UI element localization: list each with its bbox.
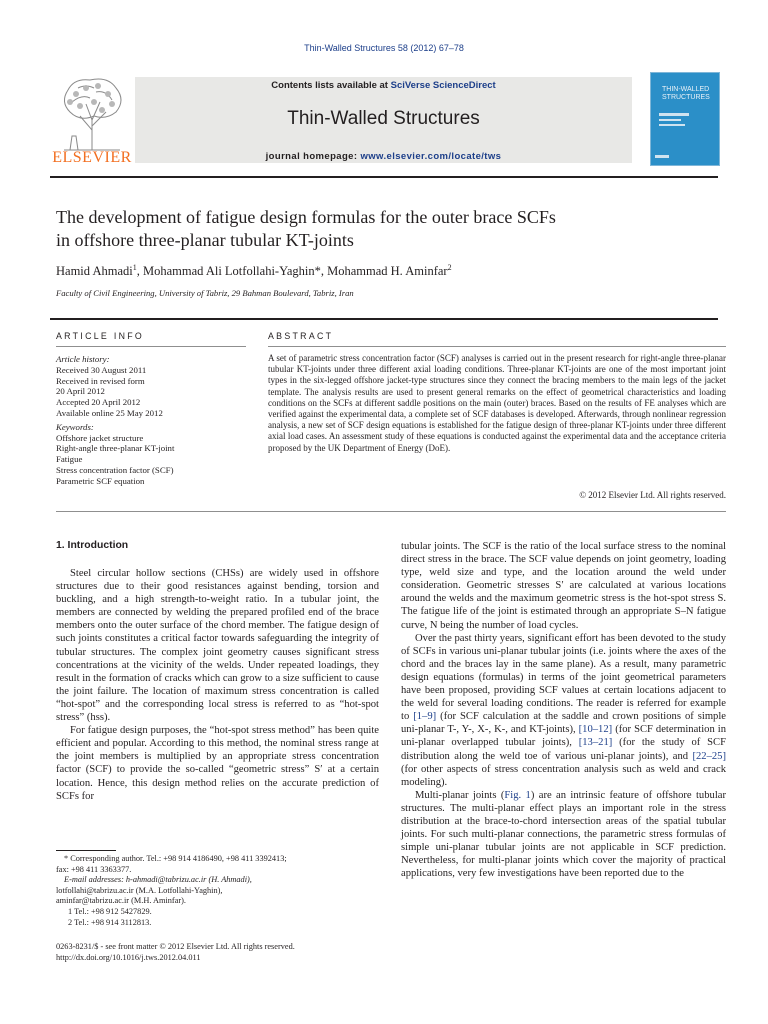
abstract-copyright: © 2012 Elsevier Ltd. All rights reserved.: [579, 490, 726, 500]
issn-line: 0263-8231/$ - see front matter © 2012 Elsevier Ltd. All rights reserved.: [56, 942, 295, 951]
footnote-line: 1 Tel.: +98 912 5427829.: [68, 906, 152, 916]
doi-link[interactable]: http://dx.doi.org/10.1016/j.tws.2012.04.011: [56, 953, 201, 962]
cover-title: THIN-WALLED STRUCTURES: [662, 86, 710, 101]
keyword-item: Right-angle three-planar KT-joint: [56, 443, 175, 454]
publication-info: [56, 941, 456, 963]
keyword-item: Parametric SCF equation: [56, 475, 145, 486]
homepage-line: [135, 151, 632, 162]
author-footnote-mark[interactable]: *: [314, 264, 321, 278]
author-list: [56, 263, 696, 279]
footnote-line[interactable]: lotfollahi@tabrizu.ac.ir (M.A. Lotfollahi-Yaghin),: [56, 885, 223, 895]
author-footnote-mark[interactable]: 1: [132, 263, 137, 272]
abstract-bottom-rule: [56, 511, 726, 512]
footnote-line: 2 Tel.: +98 914 3112813.: [68, 917, 152, 927]
reference-link[interactable]: [13–21]: [578, 737, 613, 749]
journal-citation[interactable]: Thin-Walled Structures 58 (2012) 67–78: [304, 43, 464, 53]
history-label: Article history:: [56, 354, 110, 364]
journal-name: Thin-Walled Structures: [287, 108, 480, 129]
header-rule: [50, 176, 718, 178]
footnote-line: fax: +98 411 3363377.: [56, 864, 132, 874]
author-name[interactable]: Hamid Ahmadi: [56, 264, 133, 278]
footnote-line[interactable]: aminfar@tabrizu.ac.ir (M.H. Aminfar).: [56, 896, 186, 906]
keyword-item: Stress concentration factor (SCF): [56, 464, 174, 475]
history-item: Received 30 August 2011: [56, 364, 147, 375]
paragraph-text: (for SCF determination in uni-planar overlapped tubular joints),: [401, 724, 726, 749]
paragraph-text: Over the past thirty years, significant effort has been devoted to the study of SCFs in various uni-planar tubular joints (i.e. joints where the axes of the chord and the braces lay in the same plane). As a result, many parametric design equations (formulas) in terms of the joint geometrical parameters have been proposed, providing SCF values at certain locations adjacent to the weld for several loading conditions. The reader is referred for example to: [401, 632, 726, 723]
body-paragraph: [401, 789, 726, 881]
paper-title-line-1: The development of fatigue design formulas for the outer brace SCFs: [56, 207, 556, 227]
article-info-heading: ARTICLE INFO: [56, 331, 145, 341]
author-name[interactable]: Mohammad Ali Lotfollahi-Yaghin: [142, 264, 315, 278]
contents-line: [135, 80, 632, 91]
history-item: Accepted 20 April 2012: [56, 397, 141, 408]
author-name[interactable]: Mohammad H. Aminfar: [327, 264, 448, 278]
section-heading-introduction: 1. Introduction: [56, 540, 129, 551]
keyword-item: Fatigue: [56, 454, 83, 465]
history-item: Received in revised form: [56, 375, 145, 386]
paragraph-text: (for other aspects of stress concentration analysis such as weld and crack modeling).: [401, 763, 726, 788]
footnote-line: * Corresponding author. Tel.: +98 914 4186490, +98 411 3392413;: [64, 854, 287, 863]
reference-link[interactable]: [1–9]: [413, 711, 437, 723]
abstract-heading: ABSTRACT: [268, 331, 334, 341]
publisher-wordmark: ELSEVIER: [52, 149, 132, 166]
author-footnote-mark[interactable]: 2: [447, 263, 452, 272]
article-info-rule: [56, 346, 246, 347]
body-column-left: [56, 567, 379, 803]
author-separator: ,: [320, 264, 328, 278]
keywords-label: Keywords:: [56, 421, 94, 432]
body-column-right: [401, 540, 726, 880]
abstract-rule: [268, 346, 726, 347]
footnotes: [56, 854, 379, 928]
affiliation: Faculty of Civil Engineering, University of Tabriz, 29 Bahman Boulevard, Tabriz, Iran: [56, 288, 354, 298]
footnote-rule: [56, 850, 116, 851]
title-rule: [50, 318, 718, 320]
paragraph-text: (for SCF calculation at the saddle and crown positions of simple uni-planar T-, Y-, X-, K-, and KT-joints),: [401, 711, 727, 736]
body-paragraph: For fatigue design purposes, the “hot-spot stress method” has been quite efficient and popular. According to this method, the nominal stress range at the joint members is multiplied by an appropriate stress concentration factor (SCF) to provide the so-called “geometric stress” S′ at a certain location. Hence, this design method relies on the accurate prediction of SCFs for: [56, 725, 379, 802]
reference-link[interactable]: [10–12]: [578, 724, 613, 736]
reference-link[interactable]: [22–25]: [692, 750, 726, 762]
article-info-block: [56, 354, 246, 487]
abstract-text: A set of parametric stress concentration factor (SCF) analyses is carried out in the present research for right-angle three-planar tubular KT-joints under three different axial loading conditions. Three-planar KT-joints are one of the most important joint types in the six-legged offshore jacket-type structures since they connect the bracing members to the main legs of the jacket template. The analysis results are used to present general remarks on the effect of geometrical characteristics and loading conditions on the SCFs at different saddle positions on the main (outer) braces. Based on the results of FE analyses which are verified against the experimental data, a complete set of SCF databases is developed. Afterwards, through nonlinear regression analysis, a new set of SCF design equations is established for the fatigue design of three-planar KT-joints under three different axial load cases. An assessment study of these equations is conducted against the experimental data and the acceptance criteria proposed by the UK Department of Energy (DoE).: [268, 353, 726, 453]
homepage-prefix: journal homepage:: [265, 151, 361, 162]
contents-prefix: Contents lists available at: [271, 80, 391, 91]
history-item: Available online 25 May 2012: [56, 407, 163, 418]
history-item: 20 April 2012: [56, 386, 105, 397]
footnote-line[interactable]: E-mail addresses: h-ahmadi@tabrizu.ac.ir (H. Ahmadi),: [64, 875, 252, 885]
body-paragraph: tubular joints. The SCF is the ratio of the local surface stress to the nominal direct stress in the brace. The SCF value depends on joint geometry, loading type, weld size and type, and the location around the weld under consideration. Geometric stresses S′ are calculated at various locations around the welds and the maximum geometric stress is the hot-spot stress S. The fatigue life of the joint is estimated through an appropriate S–N fatigue curve, N being the number of load cycles.: [401, 541, 726, 631]
paragraph-text: Multi-planar joints (: [415, 789, 505, 801]
body-paragraph: Steel circular hollow sections (CHSs) are widely used in offshore structures due to their good resistances against bending, torsion and buckling, and a high strength-to-weight ratio. In a tubular joint, the members are connected by welding the prepared profiled end of the brace members onto the outer surface of the chord member. The fatigue design of such joints constitutes a critical factor towards safeguarding the integrity of tubular structures. The complex joint geometry causes significant stress concentrations at the vicinity of the welds. Under repeated loadings, they result in the formation of cracks which can grow to a size sufficient to cause the joint failure. The location of maximum stress concentration is called “hot-spot” and the corresponding local stress is referred to as “hot-spot stress” (hss).: [56, 568, 379, 724]
figure-link[interactable]: Fig. 1: [504, 789, 531, 801]
paper-title-line-2: in offshore three-planar tubular KT-joints: [56, 230, 354, 250]
paragraph-text: (for the study of SCF distribution along the weld toe of various uni-planar joints), and: [401, 737, 726, 762]
homepage-link[interactable]: www.elsevier.com/locate/tws: [360, 151, 502, 162]
author-separator: ,: [136, 264, 143, 278]
paper-title: [56, 206, 676, 252]
body-paragraph: [401, 632, 726, 789]
sciencedirect-link[interactable]: SciVerse ScienceDirect: [390, 80, 496, 91]
paragraph-text: ) are an intrinsic feature of offshore tubular structures. The multi-planar effect plays an important role in the stress distribution at the brace-to-chord intersection areas of the spatial tubular joints. For such multi-planar connections, the parametric stress formulas of simple uni-planar tubular joints are not applicable in SCF prediction. Nevertheless, for multi-planar joints which cover the majority of practical applications, very few investigations have been reported due to the: [401, 789, 726, 880]
keyword-item: Offshore jacket structure: [56, 432, 144, 443]
